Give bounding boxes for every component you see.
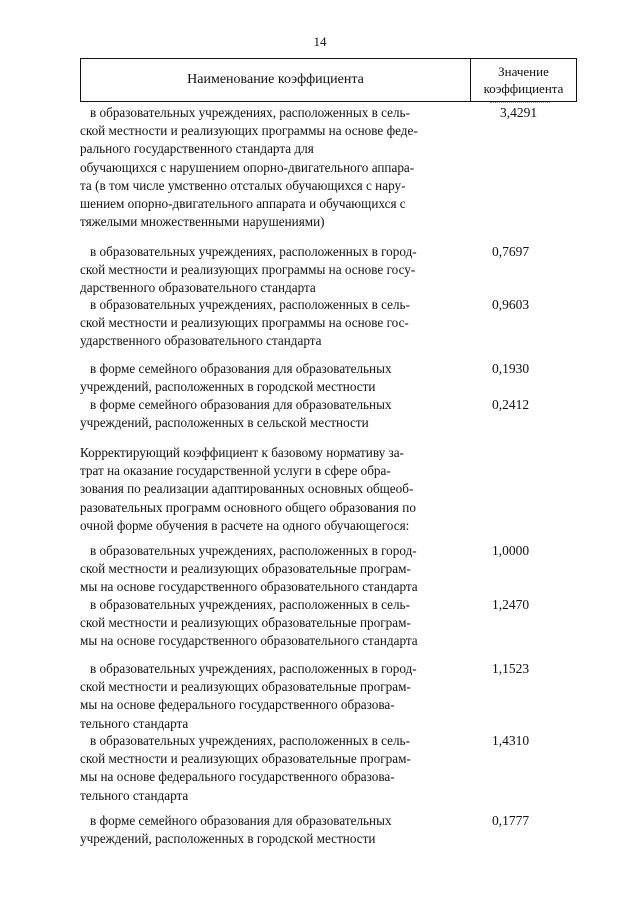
- coefficient-value: 3,4291: [500, 105, 538, 120]
- coefficient-description: в образовательных учреждениях, расположенных в сель- ской местности и реализующих образовательные програм- мы на основе федерального государственного образова- тельного стандарта: [80, 733, 411, 803]
- coefficient-description: в образовательных учреждениях, расположенных в город- ской местности и реализующих образовательные програм- мы на основе государственного образовательного стандарта: [80, 543, 418, 595]
- coefficient-description: в образовательных учреждениях, расположенных в сель- ской местности и реализующих образовательные програм- мы на основе государственного образовательного стандарта: [80, 597, 418, 649]
- coefficient-description: в образовательных учреждениях, расположенных в сель- ской местности и реализующих программы на основе гос- ударственного образовательного стандарта: [80, 297, 410, 349]
- column-header-name: Наименование коэффициента: [81, 59, 471, 101]
- coefficient-description: в образовательных учреждениях, расположенных в город- ской местности и реализующих образовательные програм- мы на основе федерального государственного образова- тельного стандарта: [80, 661, 417, 731]
- table-header: [80, 58, 577, 102]
- coefficient-description: в форме семейного образования для образовательных учреждений, расположенных в городской местности: [80, 361, 392, 395]
- coefficient-value: 1,2470: [492, 597, 530, 612]
- coefficient-value: 0,7697: [492, 244, 530, 259]
- coefficient-description: в форме семейного образования для образовательных учреждений, расположенных в сельской местности: [80, 397, 392, 431]
- page-number: 14: [313, 34, 327, 49]
- coefficient-value: 1,1523: [492, 661, 530, 676]
- column-header-value: Значение коэффициента: [483, 64, 564, 96]
- coefficient-value: 1,4310: [492, 733, 530, 748]
- coefficient-value: 0,9603: [492, 297, 530, 312]
- coefficient-description: в образовательных учреждениях, расположенных в город- ской местности и реализующих программы на основе госу- дарственного образовательного стандарта: [80, 244, 417, 296]
- coefficient-section-heading: Корректирующий коэффициент к базовому нормативу за- трат на оказание государственной услуги в сфере обра- зования по реализации адаптированных основных общеоб- разовательных программ основного общего образования по очной форме обучения в расчете на одного обучающегося:: [80, 445, 416, 533]
- coefficient-value: 0,1930: [492, 361, 530, 376]
- coefficient-value: 1,0000: [492, 543, 530, 558]
- coefficient-description: в образовательных учреждениях, расположенных в сель- ской местности и реализующих программы на основе феде- рального государственного стандарта для обучающихся с нарушением опорно-двигательного аппара- та (в том числе умственно отсталых обучающихся с нару- шением опорно-двигательного аппарата и обучающихся с тяжелыми множественными нарушениями): [80, 105, 418, 230]
- coefficient-value: 0,2412: [492, 397, 530, 412]
- coefficient-description: в форме семейного образования для образовательных учреждений, расположенных в городской местности: [80, 813, 392, 847]
- coefficient-value: 0,1777: [492, 813, 530, 828]
